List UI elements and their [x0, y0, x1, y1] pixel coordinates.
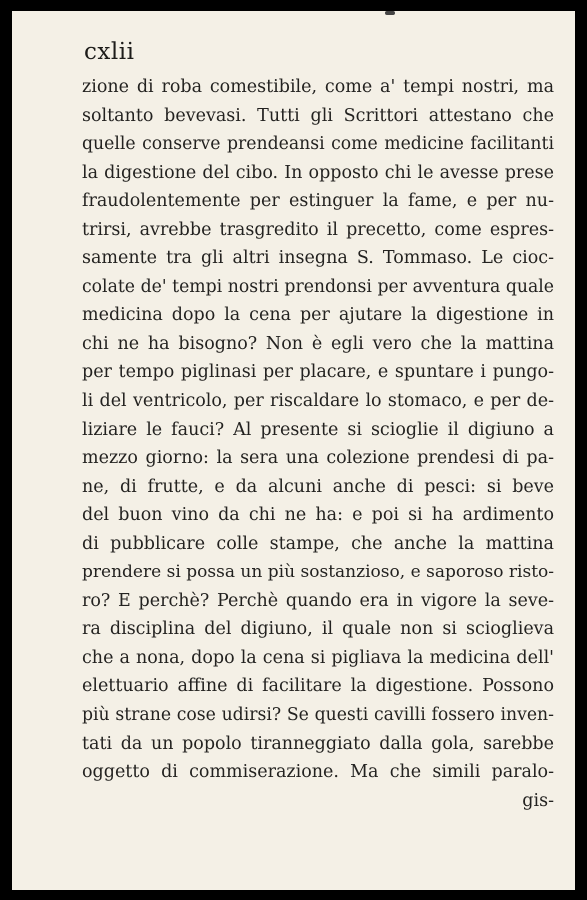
catchword: gis-	[522, 790, 554, 811]
body-text	[82, 73, 554, 815]
text-line: quelle conserve prendeansi come medicine facilitanti	[82, 134, 554, 155]
text-line: ro? E perchè? Perchè quando era in vigore la seve-	[82, 590, 554, 611]
text-line: samente tra gli altri insegna S. Tommaso. Le cioc-	[82, 248, 554, 269]
text-line: che a nona, dopo la cena si pigliava la medicina dell'	[82, 647, 554, 668]
page-number: cxlii	[84, 39, 135, 65]
text-line: prendere si possa un più sostanzioso, e saporoso risto-	[82, 562, 554, 583]
text-line: li del ventricolo, per riscaldare lo stomaco, e per de-	[82, 391, 554, 412]
text-line: ra disciplina del digiuno, il quale non si scioglieva	[82, 619, 554, 640]
text-line: di pubblicare colle stampe, che anche la mattina	[82, 533, 554, 554]
ink-speck	[385, 11, 395, 15]
text-line: trirsi, avrebbe trasgredito il precetto, come espres-	[82, 219, 554, 240]
text-line: più strane cose udirsi? Se questi cavilli fossero inven-	[82, 705, 554, 726]
text-line: elettuario affine di facilitare la digestione. Possono	[82, 676, 554, 697]
text-line: zione di roba comestibile, come a' tempi nostri, ma	[82, 77, 554, 97]
text-line: soltanto bevevasi. Tutti gli Scrittori attestano che	[82, 105, 554, 126]
text-line: tati da un popolo tiranneggiato dalla gola, sarebbe	[82, 733, 554, 754]
text-line: del buon vino da chi ne ha: e poi si ha ardimento	[82, 505, 554, 526]
text-line: ne, di frutte, e da alcuni anche di pesci: si beve	[82, 476, 554, 497]
text-line: medicina dopo la cena per ajutare la digestione in	[82, 305, 554, 326]
text-line: mezzo giorno: la sera una colezione prendesi di pa-	[82, 448, 554, 469]
text-line: colate de' tempi nostri prendonsi per avventura quale	[82, 276, 554, 297]
text-line: oggetto di commiserazione. Ma che simili paralo-	[82, 762, 554, 783]
text-line: fraudolentemente per estinguer la fame, e per nu-	[82, 191, 554, 212]
text-line: liziare le fauci? Al presente si scioglie il digiuno a	[82, 419, 554, 440]
text-line: chi ne ha bisogno? Non è egli vero che la mattina	[82, 333, 554, 354]
text-line: la digestione del cibo. In opposto chi le avesse prese	[82, 162, 554, 183]
book-page	[12, 11, 575, 890]
text-line: per tempo piglinasi per placare, e spuntare i pungo-	[82, 362, 554, 383]
